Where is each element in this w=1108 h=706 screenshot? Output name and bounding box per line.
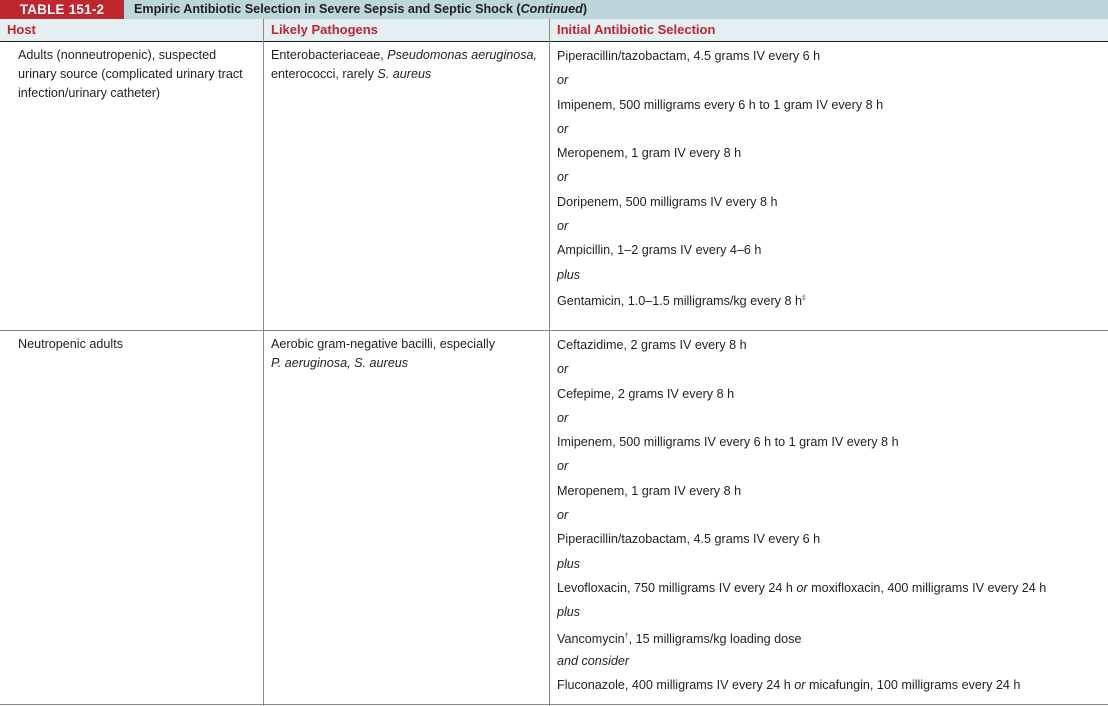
row1-host — [18, 46, 243, 103]
connector-line: plus — [557, 605, 581, 620]
host-line: Neutropenic adults — [18, 337, 124, 351]
connector-line: plus — [557, 556, 581, 571]
row1-pathogens — [271, 46, 537, 84]
drug-line — [557, 625, 1046, 649]
drug-text: Gentamicin, 1.0–1.5 milligrams/kg every 8 h — [557, 293, 802, 308]
connector-line: or — [557, 170, 569, 185]
host-line: infection/urinary catheter) — [18, 86, 161, 100]
drug-text: Levofloxacin, 750 milligrams IV every 24 h — [557, 580, 797, 595]
table-header-row — [0, 19, 1108, 42]
connector-line: or — [557, 410, 569, 425]
pathogen-italic: P. aeruginosa, S. aureus — [271, 356, 408, 370]
table-title: Empiric Antibiotic Selection in Severe Sepsis and Septic Shock (Continued) — [134, 2, 588, 16]
footnote-mark: ‡ — [801, 294, 806, 302]
drug-line: Imipenem, 500 milligrams IV every 6 h to 1 gram IV every 8 h — [557, 435, 899, 450]
pathogen-line — [271, 65, 537, 84]
row2-host — [18, 335, 123, 354]
row2-pathogens — [271, 335, 495, 373]
column-divider — [549, 19, 550, 706]
column-divider — [263, 19, 264, 706]
drug-line: Ceftazidime, 2 grams IV every 8 h — [557, 338, 747, 352]
pathogen-text: enterococci, rarely — [271, 67, 378, 81]
drug-text: moxifloxacin, 400 milligrams IV every 24 h — [807, 580, 1047, 595]
drug-line: Cefepime, 2 grams IV every 8 h — [557, 386, 735, 401]
pathogen-line — [271, 46, 537, 65]
drug-line — [557, 287, 883, 311]
drug-line — [557, 576, 1046, 600]
drug-line: Imipenem, 500 milligrams every 6 h to 1 gram IV every 8 h — [557, 97, 884, 112]
table-title-suffix: Continued — [520, 2, 583, 16]
row-divider — [0, 330, 1108, 331]
connector-line: or — [557, 459, 569, 474]
connector-line: plus — [557, 267, 581, 282]
drug-text: micafungin, 100 milligrams every 24 h — [805, 678, 1021, 693]
header-selection: Initial Antibiotic Selection — [557, 22, 716, 37]
connector-line: or — [557, 219, 569, 234]
header-pathogens: Likely Pathogens — [271, 22, 378, 37]
drug-line: Ampicillin, 1–2 grams IV every 4–6 h — [557, 243, 762, 258]
drug-line — [557, 673, 1046, 697]
pathogen-text: Enterobacteriaceae, — [271, 48, 388, 62]
header-host: Host — [7, 22, 36, 37]
pathogen-line — [271, 354, 495, 373]
connector-line: or — [557, 362, 569, 377]
pathogen-italic: S. aureus — [377, 67, 432, 81]
host-line: urinary source (complicated urinary tract — [18, 67, 243, 81]
footnote-mark: † — [624, 632, 629, 640]
connector-line: or — [557, 121, 569, 136]
connector-inline: or — [794, 678, 806, 693]
row1-selection — [557, 44, 883, 311]
table-bottom-rule — [0, 704, 1108, 705]
connector-line: and consider — [557, 653, 630, 668]
drug-line: Doripenem, 500 milligrams IV every 8 h — [557, 194, 778, 209]
row2-selection — [557, 333, 1046, 697]
host-line: Adults (nonneutropenic), suspected — [18, 48, 217, 62]
drug-text: Fluconazole, 400 milligrams IV every 24 h — [557, 678, 795, 693]
drug-line: Piperacillin/tazobactam, 4.5 grams IV every 6 h — [557, 532, 821, 547]
pathogen-italic: Pseudomonas aeruginosa, — [387, 48, 538, 62]
drug-line: Meropenem, 1 gram IV every 8 h — [557, 483, 742, 498]
drug-line: Piperacillin/tazobactam, 4.5 grams IV every 6 h — [557, 49, 821, 63]
drug-line: Meropenem, 1 gram IV every 8 h — [557, 146, 742, 161]
drug-text: , 15 milligrams/kg loading dose — [628, 631, 802, 646]
connector-line: or — [557, 508, 569, 523]
table-number-tag: TABLE 151-2 — [0, 0, 124, 19]
table-title-bar — [0, 0, 1108, 19]
connector-line: or — [557, 73, 569, 88]
pathogen-line: Aerobic gram-negative bacilli, especially — [271, 337, 495, 351]
connector-inline: or — [796, 580, 808, 595]
table-title-text: Empiric Antibiotic Selection in Severe Sepsis and Septic Shock — [134, 2, 513, 16]
drug-text: Vancomycin — [557, 631, 625, 646]
